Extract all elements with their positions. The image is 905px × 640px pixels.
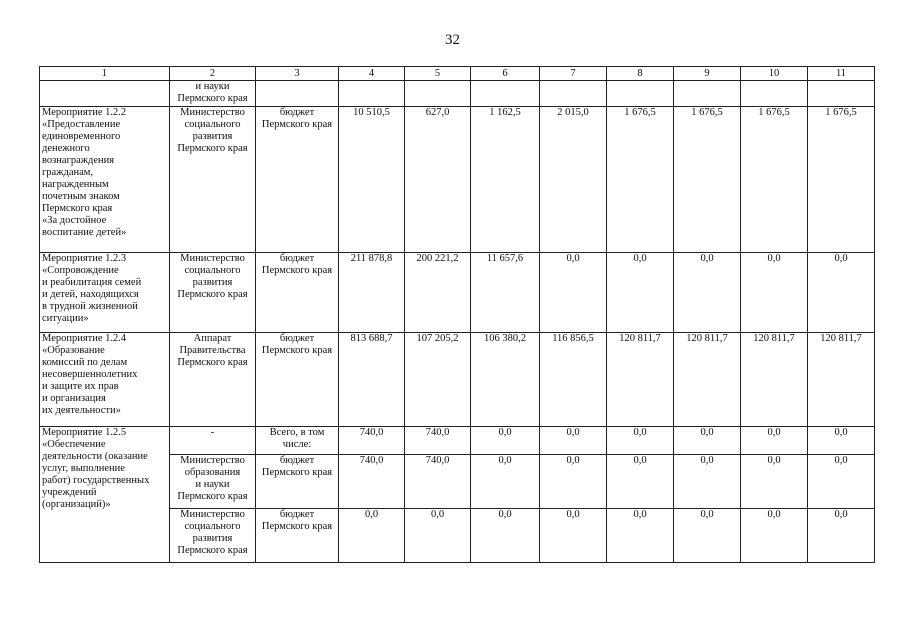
header-cell: 9 bbox=[674, 67, 741, 81]
value-cell: 1 676,5 bbox=[808, 107, 875, 253]
value-cell: 0,0 bbox=[741, 427, 808, 455]
value-cell: 200 221,2 bbox=[405, 253, 471, 333]
source-cell: бюджет Пермского края bbox=[256, 509, 339, 563]
source-cell: бюджет Пермского края bbox=[256, 107, 339, 253]
value-cell: 740,0 bbox=[405, 427, 471, 455]
value-cell: 2 015,0 bbox=[540, 107, 607, 253]
value-cell: 0,0 bbox=[808, 427, 875, 455]
value-cell: 0,0 bbox=[674, 427, 741, 455]
value-cell: 0,0 bbox=[339, 509, 405, 563]
source-cell: бюджет Пермского края bbox=[256, 333, 339, 427]
source-cell: бюджет Пермского края bbox=[256, 253, 339, 333]
value-cell: 0,0 bbox=[808, 253, 875, 333]
value-cell bbox=[741, 81, 808, 107]
continuation-row bbox=[40, 81, 875, 107]
header-cell: 3 bbox=[256, 67, 339, 81]
executor-cell: Аппарат Правительства Пермского края bbox=[170, 333, 256, 427]
header-cell: 2 bbox=[170, 67, 256, 81]
value-cell: 813 688,7 bbox=[339, 333, 405, 427]
value-cell: 740,0 bbox=[339, 427, 405, 455]
page-number: 32 bbox=[445, 32, 460, 48]
executor-cell: и науки Пермского края bbox=[170, 81, 256, 107]
value-cell: 0,0 bbox=[674, 509, 741, 563]
activity-cell bbox=[40, 81, 170, 107]
value-cell: 1 676,5 bbox=[741, 107, 808, 253]
header-cell: 11 bbox=[808, 67, 875, 81]
header-cell: 7 bbox=[540, 67, 607, 81]
table-row bbox=[40, 253, 875, 333]
activity-cell: Мероприятие 1.2.2 «Предоставление единовременного денежного вознаграждения гражданам, награжденным почетным знаком Пермского края «За достойное воспитание детей» bbox=[40, 107, 170, 253]
value-cell: 0,0 bbox=[808, 509, 875, 563]
value-cell: 0,0 bbox=[471, 509, 540, 563]
value-cell: 10 510,5 bbox=[339, 107, 405, 253]
value-cell: 0,0 bbox=[471, 427, 540, 455]
header-cell: 10 bbox=[741, 67, 808, 81]
source-cell bbox=[256, 81, 339, 107]
value-cell: 0,0 bbox=[607, 253, 674, 333]
value-cell: 1 162,5 bbox=[471, 107, 540, 253]
value-cell: 0,0 bbox=[674, 253, 741, 333]
value-cell: 0,0 bbox=[540, 455, 607, 509]
value-cell: 106 380,2 bbox=[471, 333, 540, 427]
value-cell: 0,0 bbox=[674, 455, 741, 509]
value-cell: 116 856,5 bbox=[540, 333, 607, 427]
value-cell bbox=[405, 81, 471, 107]
value-cell: 627,0 bbox=[405, 107, 471, 253]
source-cell: Всего, в том числе: bbox=[256, 427, 339, 455]
value-cell bbox=[471, 81, 540, 107]
value-cell: 740,0 bbox=[339, 455, 405, 509]
value-cell: 120 811,7 bbox=[607, 333, 674, 427]
executor-cell: - bbox=[170, 427, 256, 455]
value-cell: 120 811,7 bbox=[674, 333, 741, 427]
value-cell: 1 676,5 bbox=[607, 107, 674, 253]
value-cell: 0,0 bbox=[540, 253, 607, 333]
value-cell: 0,0 bbox=[540, 427, 607, 455]
header-cell: 8 bbox=[607, 67, 674, 81]
value-cell bbox=[339, 81, 405, 107]
value-cell: 0,0 bbox=[607, 509, 674, 563]
header-cell: 4 bbox=[339, 67, 405, 81]
value-cell: 0,0 bbox=[741, 455, 808, 509]
value-cell: 0,0 bbox=[471, 455, 540, 509]
activity-cell: Мероприятие 1.2.4 «Образование комиссий по делам несовершеннолетних и защите их прав и организация их деятельности» bbox=[40, 333, 170, 427]
value-cell: 0,0 bbox=[540, 509, 607, 563]
executor-cell: Министерство образования и науки Пермского края bbox=[170, 455, 256, 509]
value-cell: 0,0 bbox=[405, 509, 471, 563]
header-cell: 6 bbox=[471, 67, 540, 81]
value-cell: 107 205,2 bbox=[405, 333, 471, 427]
header-cell: 1 bbox=[40, 67, 170, 81]
executor-cell: Министерство социального развития Пермского края bbox=[170, 107, 256, 253]
header-row bbox=[40, 67, 875, 81]
value-cell bbox=[540, 81, 607, 107]
table-row bbox=[40, 333, 875, 427]
value-cell: 740,0 bbox=[405, 455, 471, 509]
executor-cell: Министерство социального развития Пермского края bbox=[170, 253, 256, 333]
value-cell: 0,0 bbox=[741, 509, 808, 563]
activity-cell: Мероприятие 1.2.5 «Обеспечение деятельности (оказание услуг, выполнение работ) государственных учреждений (организаций)» bbox=[40, 427, 170, 563]
table-row bbox=[40, 427, 875, 455]
value-cell: 211 878,8 bbox=[339, 253, 405, 333]
value-cell bbox=[607, 81, 674, 107]
header-cell: 5 bbox=[405, 67, 471, 81]
table-row bbox=[40, 107, 875, 253]
value-cell: 0,0 bbox=[607, 455, 674, 509]
value-cell: 0,0 bbox=[741, 253, 808, 333]
value-cell bbox=[808, 81, 875, 107]
value-cell: 1 676,5 bbox=[674, 107, 741, 253]
activity-cell: Мероприятие 1.2.3 «Сопровождение и реабилитация семей и детей, находящихся в трудной жизненной ситуации» bbox=[40, 253, 170, 333]
budget-table bbox=[39, 66, 875, 563]
executor-cell: Министерство социального развития Пермского края bbox=[170, 509, 256, 563]
value-cell: 120 811,7 bbox=[741, 333, 808, 427]
value-cell: 0,0 bbox=[808, 455, 875, 509]
value-cell bbox=[674, 81, 741, 107]
value-cell: 120 811,7 bbox=[808, 333, 875, 427]
value-cell: 11 657,6 bbox=[471, 253, 540, 333]
value-cell: 0,0 bbox=[607, 427, 674, 455]
source-cell: бюджет Пермского края bbox=[256, 455, 339, 509]
